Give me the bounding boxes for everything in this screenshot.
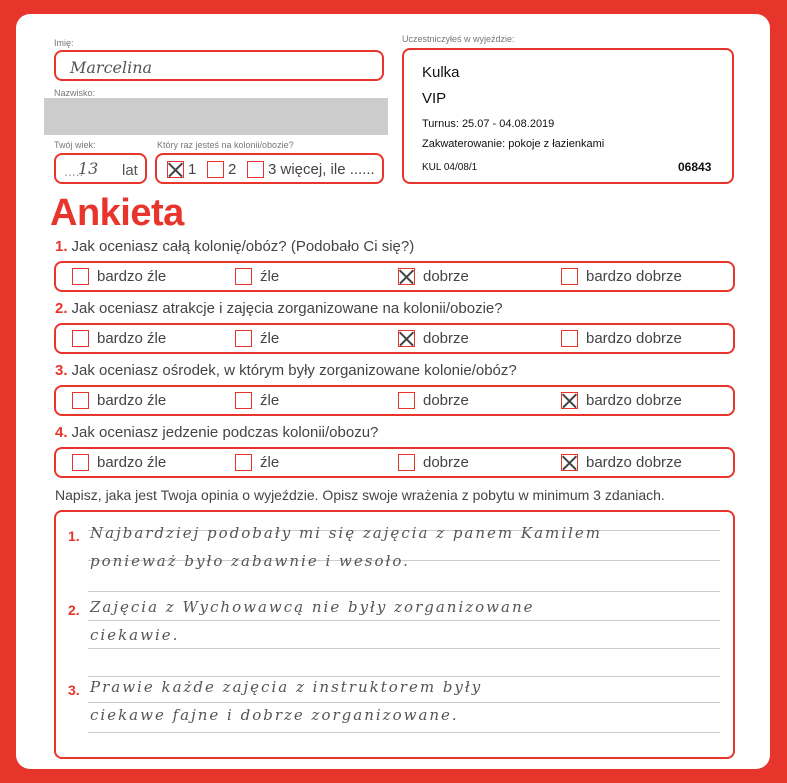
uczestnik-turnus: Turnus: 25.07 - 04.08.2019 [422, 118, 555, 130]
question-2-option-label: źle [260, 330, 280, 347]
question-number: 2. [55, 300, 68, 317]
uczestnik-code: KUL 04/08/1 [422, 162, 478, 173]
question-4-option-label: dobrze [423, 454, 469, 471]
answer-number: 2. [68, 602, 80, 618]
question-2-option-label: bardzo dobrze [586, 330, 682, 347]
question-number: 1. [55, 238, 68, 255]
question-3-option-label: dobrze [423, 392, 469, 409]
question-1-checkbox-1[interactable] [72, 268, 89, 285]
question-text: Jak oceniasz ośrodek, w którym były zorganizowane kolonie/obóz? [71, 362, 517, 379]
question-3 [55, 362, 517, 379]
question-2-checkbox-1[interactable] [72, 330, 89, 347]
question-number: 4. [55, 424, 68, 441]
writing-rule [88, 620, 720, 621]
question-2-checkbox-4[interactable] [561, 330, 578, 347]
question-3-checkbox-1[interactable] [72, 392, 89, 409]
answer-3-line-2: ciekawe fajne i dobrze zorganizowane. [90, 706, 459, 724]
page-title: Ankieta [50, 192, 184, 234]
question-3-option-label: źle [260, 392, 280, 409]
question-3-option-label: bardzo dobrze [586, 392, 682, 409]
wiek-dots: ..... [64, 163, 84, 179]
question-1-option-label: bardzo źle [97, 268, 167, 285]
question-2-option-label: bardzo źle [97, 330, 167, 347]
question-3-checkbox-3[interactable] [398, 392, 415, 409]
question-4 [55, 424, 378, 441]
ktory-raz-checkbox-3[interactable] [247, 161, 264, 178]
question-1-checkbox-2[interactable] [235, 268, 252, 285]
uczestnik-label: Uczestniczyłeś w wyjeździe: [402, 34, 515, 44]
answer-2-line-2: ciekawie. [90, 626, 180, 644]
question-1-option-label: źle [260, 268, 280, 285]
uczestnik-zakwaterowanie: Zakwaterowanie: pokoje z łazienkami [422, 138, 605, 150]
opinion-prompt: Napisz, jaka jest Twoja opinia o wyjeździe. Opisz swoje wrażenia z pobytu w minimum 3 zdaniach. [55, 487, 665, 503]
question-number: 3. [55, 362, 68, 379]
question-2 [55, 300, 503, 317]
question-4-option-label: źle [260, 454, 280, 471]
question-text: Jak oceniasz atrakcje i zajęcia zorganizowane na kolonii/obozie? [71, 300, 503, 317]
answer-1-line-2: ponieważ było zabawnie i wesoło. [90, 552, 410, 570]
answer-number: 3. [68, 682, 80, 698]
question-1-option-label: bardzo dobrze [586, 268, 682, 285]
ktory-raz-checkbox-1[interactable] [167, 161, 184, 178]
answer-number: 1. [68, 528, 80, 544]
question-4-option-label: bardzo źle [97, 454, 167, 471]
ktory-raz-option-1: 1 [188, 161, 197, 178]
question-3-checkbox-2[interactable] [235, 392, 252, 409]
question-3-checkbox-4[interactable] [561, 392, 578, 409]
nazwisko-redacted [44, 98, 388, 135]
imie-value: Marcelina [70, 58, 153, 77]
writing-rule [88, 648, 720, 649]
uczestnik-name: Kulka [422, 64, 460, 81]
question-text: Jak oceniasz całą kolonię/obóz? (Podobało Ci się?) [71, 238, 415, 255]
nazwisko-label: Nazwisko: [54, 88, 96, 98]
answer-3-line-1: Prawie każde zajęcia z instruktorem były [90, 678, 483, 696]
ktory-raz-option-2: 2 [228, 161, 237, 178]
wiek-value: 13 [78, 159, 99, 178]
ktory-raz-field [155, 153, 384, 184]
imie-label: Imię: [54, 38, 74, 48]
question-1-option-label: dobrze [423, 268, 469, 285]
uczestnik-number: 06843 [678, 160, 712, 174]
wiek-label: Twój wiek: [54, 140, 96, 150]
question-1 [55, 238, 414, 255]
question-text: Jak oceniasz jedzenie podczas kolonii/obozu? [71, 424, 379, 441]
answer-2-line-1: Zajęcia z Wychowawcą nie były zorganizowane [90, 598, 535, 616]
question-4-option-label: bardzo dobrze [586, 454, 682, 471]
answer-1-line-1: Najbardziej podobały mi się zajęcia z panem Kamilem [90, 524, 602, 542]
question-4-checkbox-4[interactable] [561, 454, 578, 471]
question-3-option-label: bardzo źle [97, 392, 167, 409]
writing-rule [88, 591, 720, 592]
wiek-unit: lat [122, 162, 138, 179]
imie-field[interactable] [54, 50, 384, 81]
ktory-raz-label: Który raz jesteś na kolonii/obozie? [157, 140, 294, 150]
ktory-raz-checkbox-2[interactable] [207, 161, 224, 178]
uczestnik-box [402, 48, 734, 184]
question-4-checkbox-1[interactable] [72, 454, 89, 471]
question-4-checkbox-3[interactable] [398, 454, 415, 471]
ktory-raz-option-3: 3 więcej, ile ...... [268, 161, 375, 178]
question-2-checkbox-3[interactable] [398, 330, 415, 347]
wiek-field[interactable] [54, 153, 147, 184]
question-2-checkbox-2[interactable] [235, 330, 252, 347]
question-4-checkbox-2[interactable] [235, 454, 252, 471]
question-1-checkbox-4[interactable] [561, 268, 578, 285]
question-1-checkbox-3[interactable] [398, 268, 415, 285]
writing-rule [88, 676, 720, 677]
uczestnik-type: VIP [422, 90, 447, 107]
question-2-option-label: dobrze [423, 330, 469, 347]
writing-rule [88, 732, 720, 733]
writing-rule [88, 702, 720, 703]
